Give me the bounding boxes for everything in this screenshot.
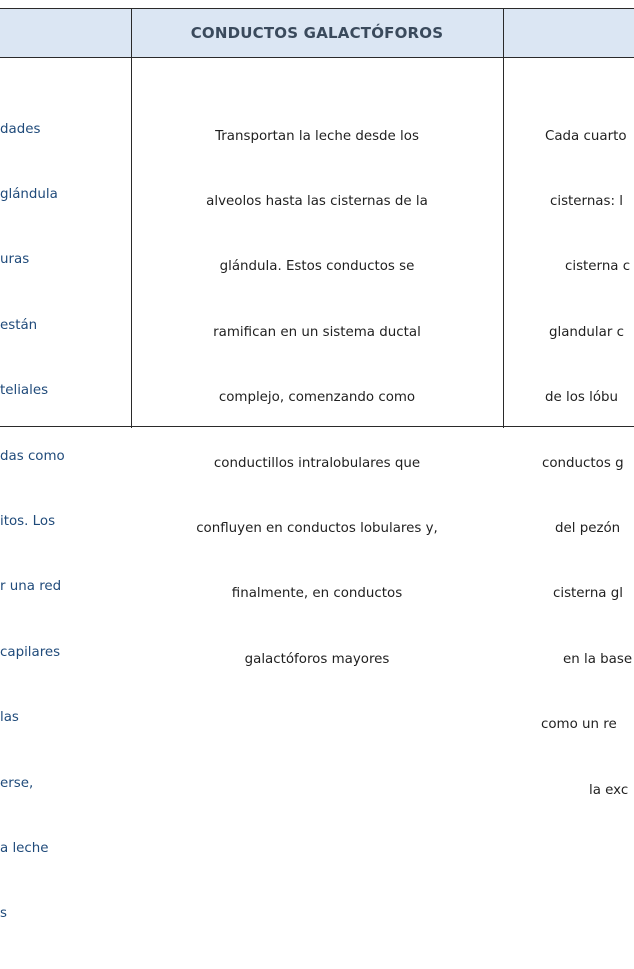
right-line-9: en la base (563, 651, 633, 667)
middle-line-9: galactóforos mayores (244, 651, 390, 667)
middle-line-2: alveolos hasta las cisternas de la (206, 193, 428, 209)
middle-column-text (131, 82, 503, 714)
right-line-4: glandular c (549, 324, 624, 340)
right-line-1: Cada cuarto (545, 128, 627, 144)
left-line-8: r una red (0, 579, 62, 595)
middle-line-4: ramifican en un sistema ductal (213, 324, 421, 340)
left-line-12: a leche (0, 840, 49, 856)
right-line-2: cisternas: l (550, 193, 623, 209)
right-line-6: conductos g (542, 455, 624, 471)
left-line-4: están (0, 317, 38, 333)
right-column-text (503, 82, 634, 845)
left-line-5: teliales (0, 383, 49, 399)
header-title-conductos-galactoforos: CONDUCTOS GALACTÓFOROS (190, 24, 444, 42)
left-line-9: capilares (0, 644, 61, 660)
header-cell-left (0, 9, 131, 57)
left-line-2: glándula (0, 186, 58, 202)
right-line-8: cisterna gl (553, 586, 623, 602)
right-line-7: del pezón (555, 520, 621, 536)
left-line-1: dades (0, 121, 41, 137)
left-line-10: las (0, 710, 19, 726)
middle-line-7: confluyen en conductos lobulares y, (196, 520, 438, 536)
header-cell-right (503, 9, 634, 57)
right-line-11: la exc (589, 782, 629, 798)
left-line-13: s (0, 906, 7, 922)
table-header-row (0, 8, 634, 58)
right-line-5: de los lóbu (545, 390, 619, 406)
middle-line-6: conductillos intralobulares que (213, 455, 421, 471)
right-line-10: como un re (541, 717, 617, 733)
middle-line-5: complejo, comenzando como (218, 390, 416, 406)
left-column-text (0, 75, 125, 969)
left-line-11: erse, (0, 775, 34, 791)
right-line-3: cisterna c (565, 259, 631, 275)
middle-line-3: glándula. Estos conductos se (219, 259, 415, 275)
header-cell-middle (131, 9, 503, 57)
middle-line-8: finalmente, en conductos (231, 586, 403, 602)
left-line-7: itos. Los (0, 513, 56, 529)
left-line-3: uras (0, 252, 30, 268)
middle-line-1: Transportan la leche desde los (215, 128, 419, 144)
left-line-6: das como (0, 448, 65, 464)
